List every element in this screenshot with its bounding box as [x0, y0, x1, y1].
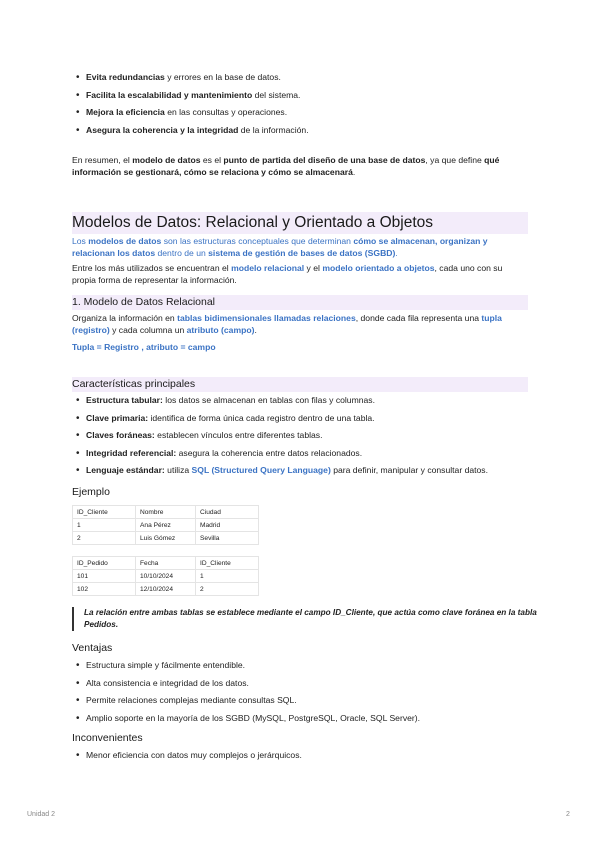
tuple-formula: Tupla = Registro , atributo = campo — [72, 342, 216, 352]
table-header-cell: ID_Cliente — [196, 557, 259, 570]
list-item: • Alta consistencia e integridad de los datos. — [72, 678, 532, 689]
table-cell: 101 — [73, 570, 136, 583]
section-title: Modelos de Datos: Relacional y Orientado a Objetos — [72, 212, 528, 234]
list-item: • Lenguaje estándar: utiliza SQL (Structured Query Language) para definir, manipular y consultar datos. — [72, 465, 532, 476]
advantages-list — [72, 660, 532, 724]
table-cell: 1 — [196, 570, 259, 583]
disadvantages-heading: Inconvenientes — [72, 732, 143, 744]
table-row — [73, 532, 259, 545]
orders-table — [72, 556, 259, 596]
table-cell: 10/10/2024 — [136, 570, 196, 583]
list-item: • Claves foráneas: establecen vínculos entre diferentes tablas. — [72, 430, 532, 441]
table-header-cell: ID_Pedido — [73, 557, 136, 570]
table-cell: 2 — [73, 532, 136, 545]
table-header-row — [73, 506, 259, 519]
table-row — [73, 570, 259, 583]
relational-model-heading: 1. Modelo de Datos Relacional — [72, 295, 528, 310]
table-cell: Ana Pérez — [136, 519, 196, 532]
table-header-cell: ID_Cliente — [73, 506, 136, 519]
intro-paragraph: Los modelos de datos son las estructuras conceptuales que determinan cómo se almacenan, organizan y relacionan los datos dentro de un sistema de gestión de bases de datos (SGBD). — [72, 236, 488, 258]
features-heading: Características principales — [72, 377, 528, 392]
table-header-cell: Ciudad — [196, 506, 259, 519]
list-item: • Estructura tabular: los datos se almacenan en tablas con filas y columnas. — [72, 395, 532, 406]
table-cell: 2 — [196, 583, 259, 596]
list-item: • Asegura la coherencia y la integridad de la información. — [72, 125, 532, 136]
footer-page-number: 2 — [566, 811, 570, 818]
sql-link[interactable]: SQL (Structured Query Language) — [191, 465, 331, 475]
table-header-cell: Fecha — [136, 557, 196, 570]
example-heading: Ejemplo — [72, 486, 110, 498]
list-item: • Evita redundancias y errores en la base de datos. — [72, 72, 532, 83]
disadvantages-list — [72, 750, 532, 761]
list-item: • Mejora la eficiencia en las consultas y operaciones. — [72, 107, 532, 118]
summary-paragraph: En resumen, el modelo de datos es el punto de partida del diseño de una base de datos, ya que define qué información se gestionará, cómo se relaciona y cómo se almacenará. — [72, 155, 500, 177]
list-item: • Integridad referencial: asegura la coherencia entre datos relacionados. — [72, 448, 532, 459]
relational-description: Organiza la información en tablas bidimensionales llamadas relaciones, donde cada fila representa una tupla (registro) y cada columna un atributo (campo). — [72, 313, 502, 335]
list-item: • Facilita la escalabilidad y mantenimiento del sistema. — [72, 90, 532, 101]
example-note-quote: La relación entre ambas tablas se establece mediante el campo ID_Cliente, que actúa como clave foránea en la tabla Pedidos. — [72, 607, 540, 631]
clients-table — [72, 505, 259, 545]
footer-unit-label: Unidad 2 — [27, 811, 56, 818]
table-cell: 102 — [73, 583, 136, 596]
table-cell: 1 — [73, 519, 136, 532]
advantages-heading: Ventajas — [72, 642, 113, 654]
table-header-row — [73, 557, 259, 570]
table-cell: Sevilla — [196, 532, 259, 545]
list-item: • Amplio soporte en la mayoría de los SGBD (MySQL, PostgreSQL, Oracle, SQL Server). — [72, 713, 532, 724]
table-cell: Luis Gómez — [136, 532, 196, 545]
list-item: • Estructura simple y fácilmente entendible. — [72, 660, 532, 671]
benefits-list — [72, 72, 532, 136]
table-cell: Madrid — [196, 519, 259, 532]
table-header-cell: Nombre — [136, 506, 196, 519]
table-row — [73, 583, 259, 596]
list-item: • Clave primaria: identifica de forma única cada registro dentro de una tabla. — [72, 413, 532, 424]
list-item: • Permite relaciones complejas mediante consultas SQL. — [72, 695, 532, 706]
table-cell: 12/10/2024 — [136, 583, 196, 596]
features-list — [72, 395, 532, 476]
models-paragraph: Entre los más utilizados se encuentran el modelo relacional y el modelo orientado a objetos, cada uno con su propia forma de representar la información. — [72, 263, 503, 285]
list-item: • Menor eficiencia con datos muy complejos o jerárquicos. — [72, 750, 532, 761]
table-row — [73, 519, 259, 532]
